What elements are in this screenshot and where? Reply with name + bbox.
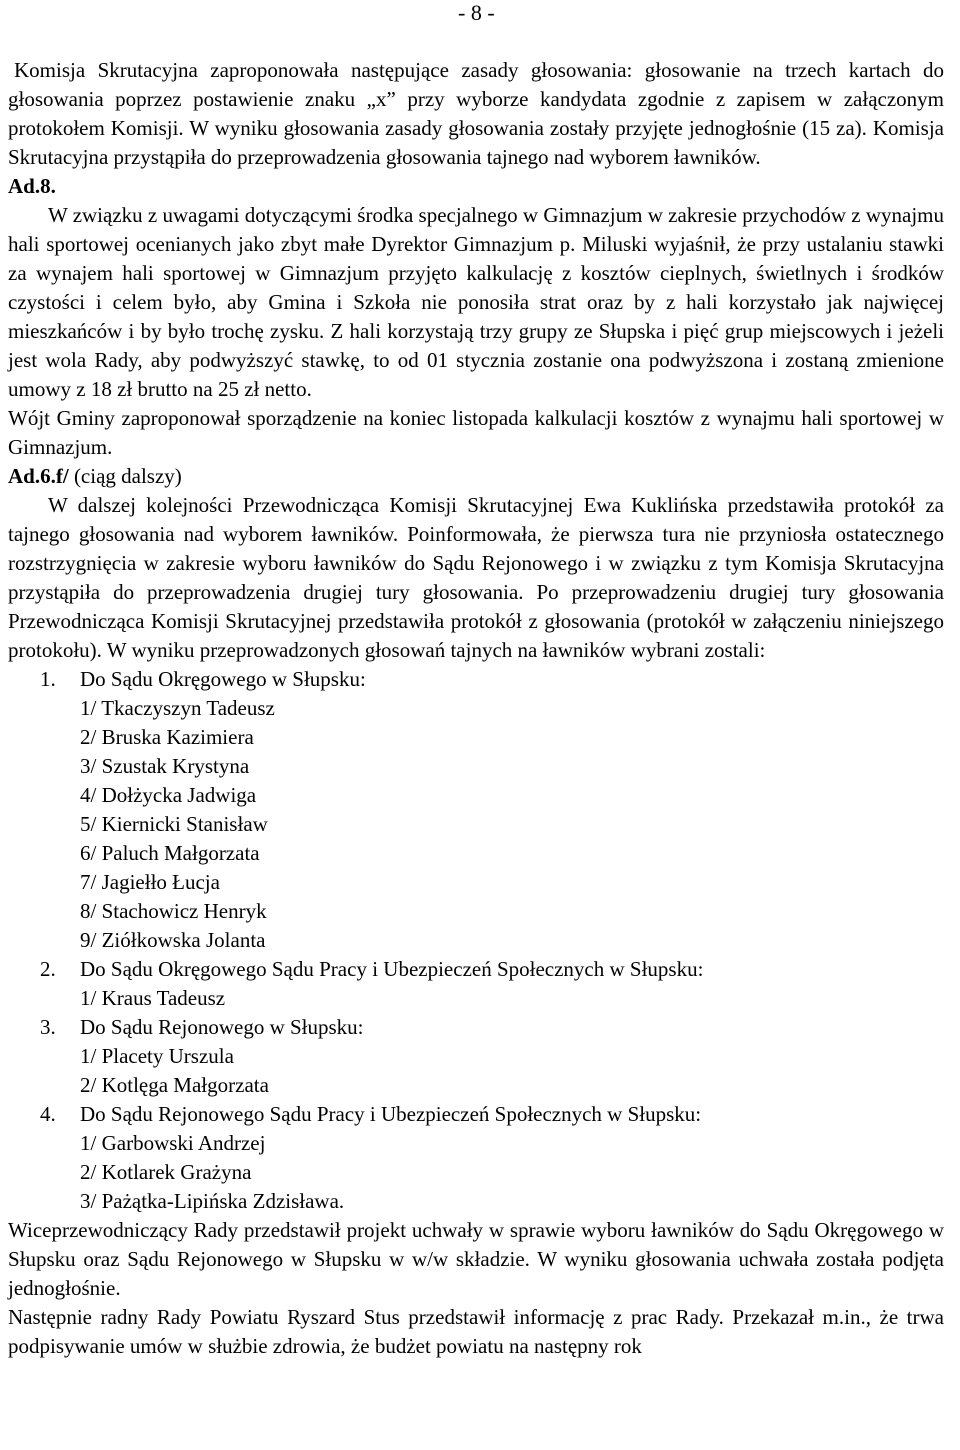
section-heading-ad6f-label: Ad.6.f/ xyxy=(8,464,69,488)
juror-name: 4/ Dołżycka Jadwiga xyxy=(80,783,257,807)
juror-name: 7/ Jagiełło Łucja xyxy=(80,870,220,894)
document-body xyxy=(8,56,944,1361)
paragraph-wojt-proposal: Wójt Gminy zaproponował sporządzenie na koniec listopada kalkulacji kosztów z wynajmu hali sportowej w Gimnazjum. xyxy=(8,406,944,459)
court-number: 1. xyxy=(40,667,56,691)
paragraph-county-council: Następnie radny Rady Powiatu Ryszard Stus przedstawił informację z prac Rady. Przekazał m.in., że trwa podpisywanie umów w służbie zdrowia, że budżet powiatu na następny rok xyxy=(8,1305,944,1358)
paragraph-sports-hall: W związku z uwagami dotyczącymi środka specjalnego w Gimnazjum w zakresie przychodów z wynajmu hali sportowej ocenianych jako zbyt małe Dyrektor Gimnazjum p. Miluski wyjaśnił, że przy ustalaniu stawki za wynajem hali sportowej w Gimnazjum przyjęto kalkulację z kosztów cieplnych, świetlnych i środków czystości i celem było, aby Gmina i Szkoła nie ponosiła strat oraz by z hali korzystało jak najwięcej mieszkańców i by było trochę zysku. Z hali korzystają trzy grupy ze Słupska i pięć grup miejscowych i jeżeli jest wola Rady, aby podwyższyć stawkę, to od 01 stycznia zostanie ona podwyższona i zostaną zmienione umowy z 18 zł brutto na 25 zł netto. xyxy=(8,203,944,401)
paragraph-voting-rules: Komisja Skrutacyjna zaproponowała następujące zasady głosowania: głosowanie na trzech kartach do głosowania poprzez postawienie znaku „x” przy wyborze kandydata zgodnie z zapisem w załączonym protokołem Komisji. W wyniku głosowania zasady głosowania zostały przyjęte jednogłośnie (15 za). Komisja Skrutacyjna przystąpiła do przeprowadzenia głosowania tajnego nad wyborem ławników. xyxy=(8,58,944,169)
paragraph-election-results: W dalszej kolejności Przewodnicząca Komisji Skrutacyjnej Ewa Kuklińska przedstawiła protokół za tajnego głosowania nad wyborem ławników. Poinformowała, że pierwsza tura nie przyniosła ostatecznego rozstrzygnięcia w zakresie wyboru ławników do Sądu Rejonowego i w związku z tym Komisja Skrutacyjna przystąpiła do przeprowadzenia drugiej tury głosowania. Po przeprowadzeniu drugiej tury głosowania Przewodnicząca Komisji Skrutacyjnej przedstawiła protokół z głosowania (protokół w załączeniu niniejszego protokołu). W wyniku przeprowadzonych głosowań tajnych na ławników wybrani zostali: xyxy=(8,493,944,662)
juror-list xyxy=(80,1129,944,1216)
court-item xyxy=(8,1013,944,1100)
court-item xyxy=(8,665,944,955)
juror-name: 1/ Placety Urszula xyxy=(80,1044,234,1068)
juror-name: 2/ Bruska Kazimiera xyxy=(80,725,254,749)
juror-list xyxy=(80,1042,944,1100)
juror-name: 6/ Paluch Małgorzata xyxy=(80,841,260,865)
court-name: Do Sądu Rejonowego Sądu Pracy i Ubezpieczeń Społecznych w Słupsku: xyxy=(80,1102,702,1126)
section-heading-ad8: Ad.8. xyxy=(8,174,56,198)
juror-name: 1/ Tkaczyszyn Tadeusz xyxy=(80,696,275,720)
section-heading-ad6f xyxy=(8,462,944,491)
section-heading-ad6f-suffix: (ciąg dalszy) xyxy=(68,464,182,488)
page-number: - 8 - xyxy=(458,0,495,25)
juror-list xyxy=(80,984,944,1013)
juror-list xyxy=(80,694,944,955)
courts-list xyxy=(8,665,944,1216)
juror-name: 9/ Ziółkowska Jolanta xyxy=(80,928,266,952)
court-name: Do Sądu Okręgowego Sądu Pracy i Ubezpieczeń Społecznych w Słupsku: xyxy=(80,957,704,981)
juror-name: 8/ Stachowicz Henryk xyxy=(80,899,267,923)
court-name: Do Sądu Okręgowego w Słupsku: xyxy=(80,667,366,691)
court-number: 4. xyxy=(40,1102,56,1126)
juror-name: 1/ Kraus Tadeusz xyxy=(80,986,226,1010)
juror-name: 1/ Garbowski Andrzej xyxy=(80,1131,266,1155)
court-number: 2. xyxy=(40,957,56,981)
juror-name: 3/ Pażątka-Lipińska Zdzisława. xyxy=(80,1189,345,1213)
juror-name: 3/ Szustak Krystyna xyxy=(80,754,250,778)
court-item xyxy=(8,1100,944,1216)
juror-name: 5/ Kiernicki Stanisław xyxy=(80,812,268,836)
court-number: 3. xyxy=(40,1015,56,1039)
court-name: Do Sądu Rejonowego w Słupsku: xyxy=(80,1015,364,1039)
juror-name: 2/ Kotlęga Małgorzata xyxy=(80,1073,269,1097)
paragraph-resolution: Wiceprzewodniczący Rady przedstawił projekt uchwały w sprawie wyboru ławników do Sądu Okręgowego w Słupsku oraz Sądu Rejonowego w Słupsku w w/w składzie. W wyniku głosowania uchwała została podjęta jednogłośnie. xyxy=(8,1218,944,1300)
court-item xyxy=(8,955,944,1013)
juror-name: 2/ Kotlarek Grażyna xyxy=(80,1160,252,1184)
